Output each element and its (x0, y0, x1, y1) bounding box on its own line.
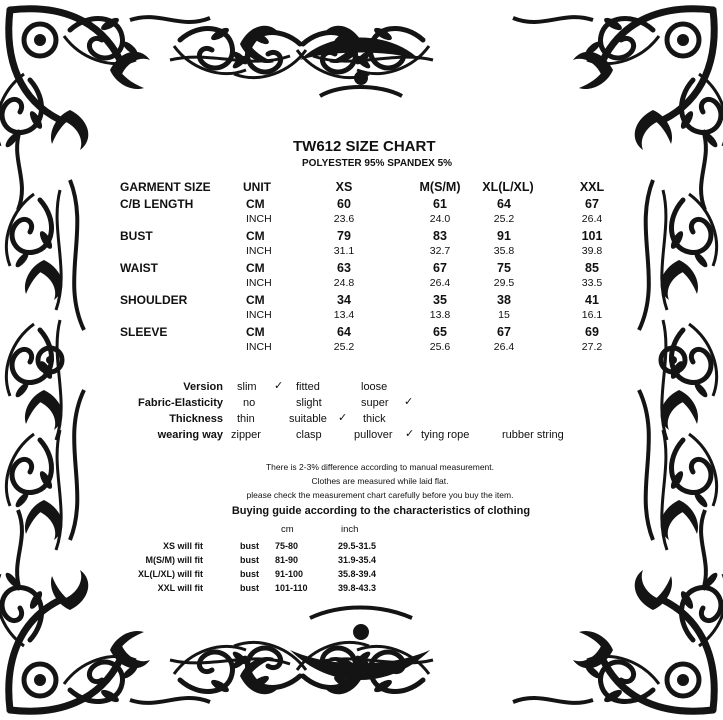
chart-title: TW612 SIZE CHART (293, 138, 436, 155)
column-header-m: M(S/M) (419, 180, 461, 194)
unit-cm: CM (246, 293, 265, 307)
check-icon: ✓ (274, 380, 284, 392)
guide-size-label: XL(L/XL) will fit (138, 569, 203, 579)
material-composition: POLYESTER 95% SPANDEX 5% (302, 158, 453, 169)
column-header-unit: UNIT (243, 180, 271, 194)
feature-option: thick (363, 413, 386, 425)
feature-label-fabric-elasticity: Fabric-Elasticity (138, 397, 223, 409)
check-icon: ✓ (405, 428, 415, 440)
feature-option: no (243, 397, 256, 409)
value-cm: 35 (433, 293, 447, 307)
value-inch: 35.8 (493, 245, 515, 257)
value-cm: 61 (433, 197, 447, 211)
value-cm: 64 (337, 325, 351, 339)
value-cm: 41 (585, 293, 599, 307)
feature-option: super (361, 397, 389, 409)
unit-cm: CM (246, 229, 265, 243)
buying-guide-title: Buying guide according to the characteristics of clothing (231, 505, 531, 517)
feature-option: tying rope (421, 429, 470, 441)
value-cm: 63 (337, 261, 351, 275)
unit-inch: INCH (246, 245, 272, 257)
value-cm: 91 (497, 229, 511, 243)
guide-header-inch: inch (341, 524, 359, 535)
value-cm: 65 (433, 325, 447, 339)
value-cm: 67 (585, 197, 599, 211)
value-cm: 79 (337, 229, 351, 243)
value-inch: 26.4 (493, 341, 515, 353)
feature-label-version: Version (183, 381, 223, 393)
feature-label-thickness: Thickness (169, 413, 223, 425)
feature-option: pullover (354, 429, 393, 441)
guide-part: bust (240, 569, 259, 579)
value-inch: 15 (498, 309, 510, 321)
feature-option: fitted (296, 381, 320, 393)
unit-cm: CM (246, 325, 265, 339)
value-inch: 29.5 (493, 277, 515, 289)
value-inch: 25.6 (429, 341, 451, 353)
unit-inch: INCH (246, 213, 272, 225)
guide-part: bust (240, 583, 259, 593)
guide-header-cm: cm (281, 524, 294, 535)
row-label: SLEEVE (120, 325, 168, 339)
guide-inch-range: 39.8-43.3 (338, 583, 377, 593)
value-inch: 13.4 (333, 309, 355, 321)
value-inch: 24.0 (429, 213, 451, 225)
unit-cm: CM (246, 197, 265, 211)
unit-inch: INCH (246, 277, 272, 289)
value-cm: 69 (585, 325, 599, 339)
guide-cm-range: 81-90 (275, 555, 299, 565)
unit-cm: CM (246, 261, 265, 275)
value-inch: 23.6 (333, 213, 355, 225)
unit-inch: INCH (246, 309, 272, 321)
measurement-note: There is 2-3% difference according to manual measurement. (265, 462, 495, 472)
feature-label-wearing-way: wearing way (157, 429, 223, 441)
guide-part: bust (240, 555, 259, 565)
value-inch: 39.8 (581, 245, 603, 257)
guide-inch-range: 29.5-31.5 (338, 541, 377, 551)
guide-inch-range: 31.9-35.4 (338, 555, 377, 565)
column-header-xs: XS (335, 180, 353, 194)
value-cm: 64 (497, 197, 511, 211)
value-cm: 67 (433, 261, 447, 275)
measurement-note: Clothes are measured while laid flat. (311, 476, 449, 486)
value-inch: 26.4 (429, 277, 451, 289)
column-header-xl: XL(L/XL) (482, 180, 534, 194)
guide-part: bust (240, 541, 259, 551)
unit-inch: INCH (246, 341, 272, 353)
value-inch: 16.1 (581, 309, 603, 321)
value-inch: 27.2 (581, 341, 603, 353)
guide-size-label: XS will fit (162, 541, 203, 551)
value-inch: 24.8 (333, 277, 355, 289)
measurement-note: please check the measurement chart carefully before you buy the item. (246, 490, 514, 500)
value-cm: 60 (337, 197, 351, 211)
column-header-garment-size: GARMENT SIZE (120, 180, 211, 194)
row-label: SHOULDER (120, 293, 188, 307)
value-cm: 101 (581, 229, 603, 243)
row-label: WAIST (120, 261, 158, 275)
value-inch: 33.5 (581, 277, 603, 289)
row-label: BUST (120, 229, 153, 243)
value-inch: 32.7 (429, 245, 451, 257)
guide-size-label: M(S/M) will fit (145, 555, 203, 565)
guide-inch-range: 35.8-39.4 (338, 569, 377, 579)
value-cm: 75 (497, 261, 511, 275)
value-inch: 25.2 (333, 341, 355, 353)
value-cm: 38 (497, 293, 511, 307)
value-cm: 67 (497, 325, 511, 339)
feature-option: thin (237, 413, 255, 425)
value-cm: 85 (585, 261, 599, 275)
value-inch: 25.2 (493, 213, 515, 225)
feature-option: slight (296, 397, 322, 409)
feature-option: zipper (231, 429, 261, 441)
feature-option: slim (237, 381, 257, 393)
feature-option: rubber string (502, 429, 564, 441)
value-cm: 83 (433, 229, 447, 243)
guide-cm-range: 75-80 (275, 541, 299, 551)
feature-option: clasp (296, 429, 322, 441)
value-cm: 34 (337, 293, 351, 307)
guide-cm-range: 91-100 (275, 569, 304, 579)
column-header-xxl: XXL (579, 180, 605, 194)
value-inch: 13.8 (429, 309, 451, 321)
feature-option: loose (361, 381, 388, 393)
value-inch: 26.4 (581, 213, 603, 225)
value-inch: 31.1 (333, 245, 355, 257)
feature-option: suitable (289, 413, 327, 425)
guide-size-label: XXL will fit (157, 583, 203, 593)
row-label: C/B LENGTH (120, 197, 194, 211)
check-icon: ✓ (404, 396, 414, 408)
guide-cm-range: 101-110 (275, 583, 308, 593)
check-icon: ✓ (338, 412, 348, 424)
